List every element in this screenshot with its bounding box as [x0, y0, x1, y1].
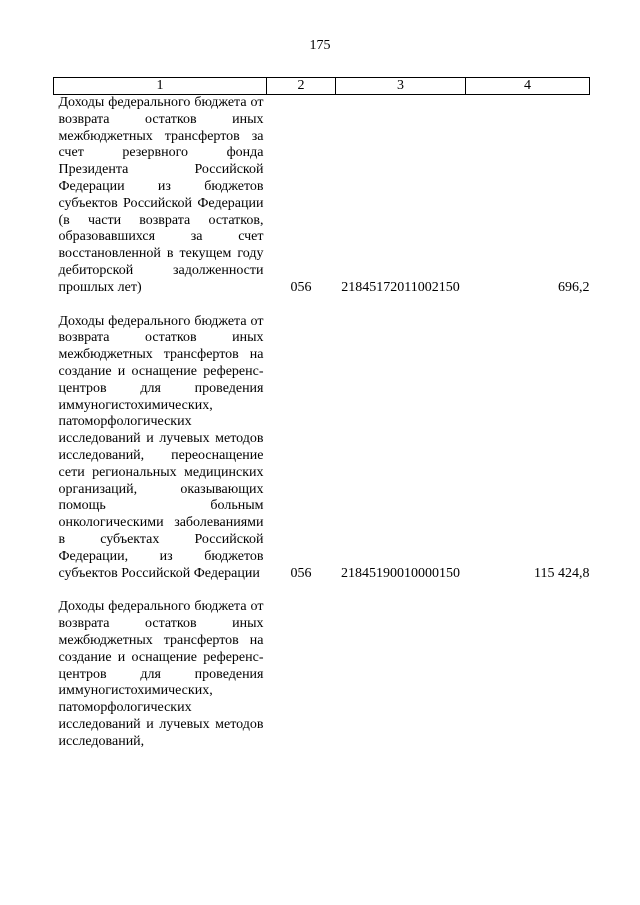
- column-header-3: 3: [336, 78, 466, 95]
- column-header-2: 2: [267, 78, 336, 95]
- row-spacer: [54, 297, 590, 314]
- row-admin-code: 056: [290, 279, 312, 295]
- row-spacer: [54, 582, 590, 599]
- column-header-4: 4: [466, 78, 590, 95]
- row-description: Доходы федерального бюджета от возврата остатков иных межбюджетных трансфертов на создание и оснащение референс-центров для проведения иммуногистохимических, патоморфологических исследований и лучевых методов исследований,: [58, 599, 264, 749]
- column-header-1: 1: [54, 78, 267, 95]
- row-amount: 696,2: [558, 279, 590, 295]
- row-kbk-code: [336, 599, 466, 750]
- row-admin-code: [267, 599, 336, 750]
- row-amount: [466, 599, 590, 750]
- row-amount: 115 424,8: [534, 565, 590, 581]
- row-description: Доходы федерального бюджета от возврата остатков иных межбюджетных трансфертов за счет резервного фонда Президента Российской Федерации из бюджетов субъектов Российской Федерации (в части возврата остатков, образовавшихся за счет восстановленной в текущем году дебиторской задолженности прошлых лет): [58, 95, 264, 295]
- row-kbk-code: 21845190010000150: [341, 565, 460, 581]
- table-row: [54, 314, 590, 583]
- row-kbk-code: 21845172011002150: [341, 279, 460, 295]
- table-row: [54, 599, 590, 750]
- revenue-table: [53, 77, 590, 750]
- page-number: 175: [309, 38, 331, 53]
- table-row: [54, 95, 590, 297]
- row-admin-code: 056: [290, 565, 312, 581]
- table-header-row: [54, 78, 590, 95]
- row-description: Доходы федерального бюджета от возврата остатков иных межбюджетных трансфертов на создание и оснащение референс-центров для проведения иммуногистохимических, патоморфологических исследований и лучевых методов исследований, переоснащение сети региональных медицинских организаций, оказывающих помощь больным онкологическими заболеваниями в субъектах Российской Федерации, из бюджетов субъектов Российской Федерации: [58, 313, 264, 581]
- revenue-table-container: [53, 77, 589, 750]
